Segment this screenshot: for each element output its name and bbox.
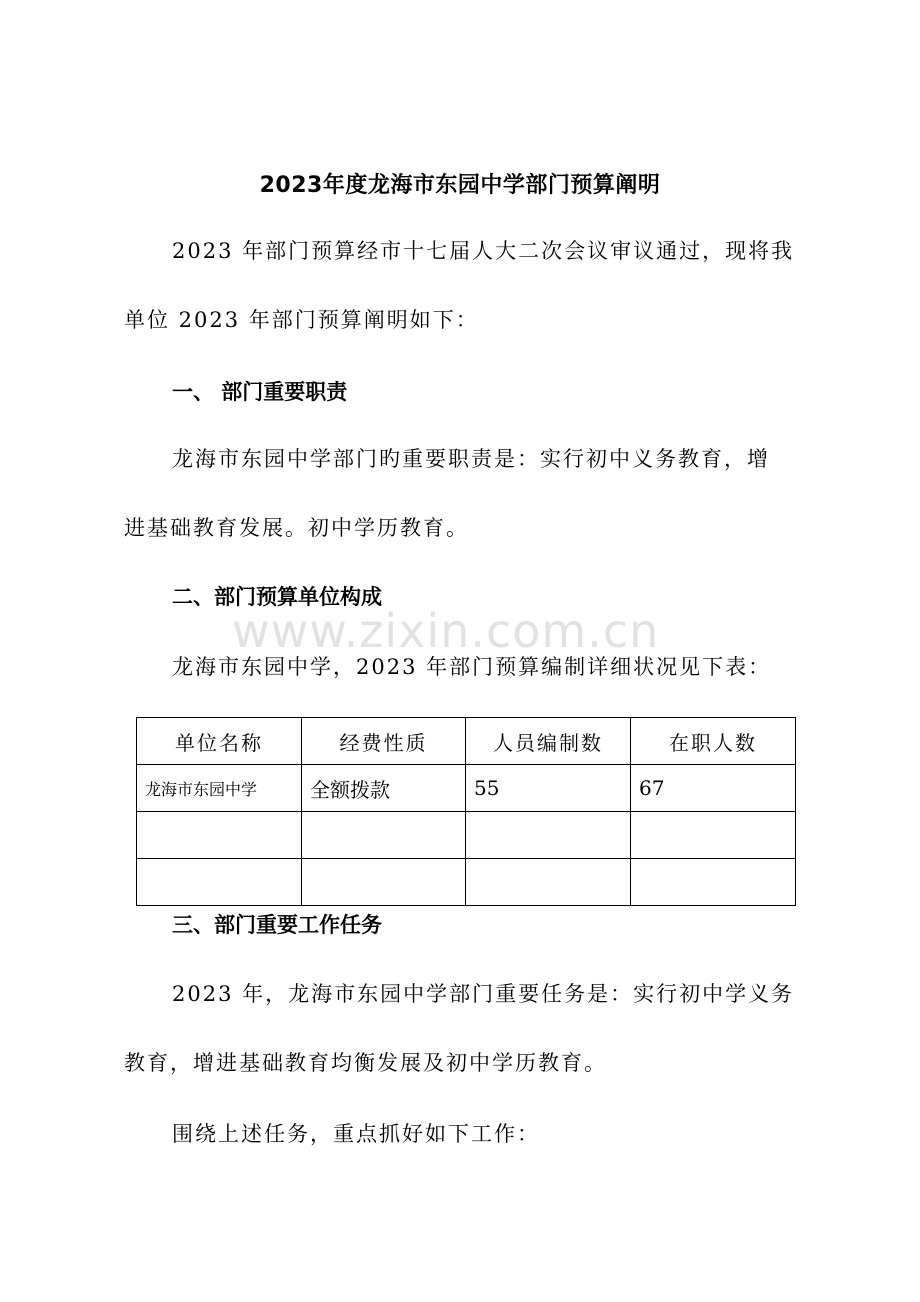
table-header-cell: 经费性质 xyxy=(302,718,466,765)
table-cell xyxy=(631,812,796,859)
section-2-line-1: 龙海市东园中学，2023 年部门预算编制详细状况见下表： xyxy=(172,655,772,679)
table-row xyxy=(137,812,796,859)
section-3-heading: 三、部门重要工作任务 xyxy=(172,913,382,937)
table-cell xyxy=(137,859,302,906)
watermark: www.zixin.com.cn xyxy=(232,604,660,658)
section-1-line-1: 龙海市东园中学部门旳重要职责是：实行初中义务教育，增 xyxy=(172,447,770,471)
table-cell: 55 xyxy=(466,765,631,812)
page-title: 2023年度龙海市东园中学部门预算阐明 xyxy=(259,173,661,198)
section-3-line-2: 教育，增进基础教育均衡发展及初中学历教育。 xyxy=(124,1051,607,1075)
section-1-line-2: 进基础教育发展。初中学历教育。 xyxy=(124,516,469,540)
table-row xyxy=(137,859,796,906)
table-header-cell: 人员编制数 xyxy=(466,718,631,765)
table-cell xyxy=(137,812,302,859)
section-2-heading: 二、部门预算单位构成 xyxy=(172,585,382,609)
table-cell xyxy=(631,859,796,906)
section-3-line-3: 围绕上述任务，重点抓好如下工作： xyxy=(172,1122,540,1146)
table-cell xyxy=(466,812,631,859)
table-row xyxy=(137,765,796,812)
table-cell xyxy=(302,859,466,906)
table-header-row xyxy=(137,718,796,765)
table-cell xyxy=(466,859,631,906)
section-3-line-1: 2023 年，龙海市东园中学部门重要任务是：实行初中学义务 xyxy=(172,982,795,1006)
section-1-heading: 一、 部门重要职责 xyxy=(172,380,348,404)
intro-line-2: 单位 2023 年部门预算阐明如下： xyxy=(124,308,479,332)
table-cell: 67 xyxy=(631,765,796,812)
budget-table xyxy=(136,717,796,906)
table-cell: 龙海市东园中学 xyxy=(137,765,302,812)
table-header-cell: 单位名称 xyxy=(137,718,302,765)
table-cell: 全额拨款 xyxy=(302,765,466,812)
table-header-cell: 在职人数 xyxy=(631,718,796,765)
intro-line-1: 2023 年部门预算经市十七届人大二次会议审议通过，现将我 xyxy=(172,239,795,263)
table-cell xyxy=(302,812,466,859)
